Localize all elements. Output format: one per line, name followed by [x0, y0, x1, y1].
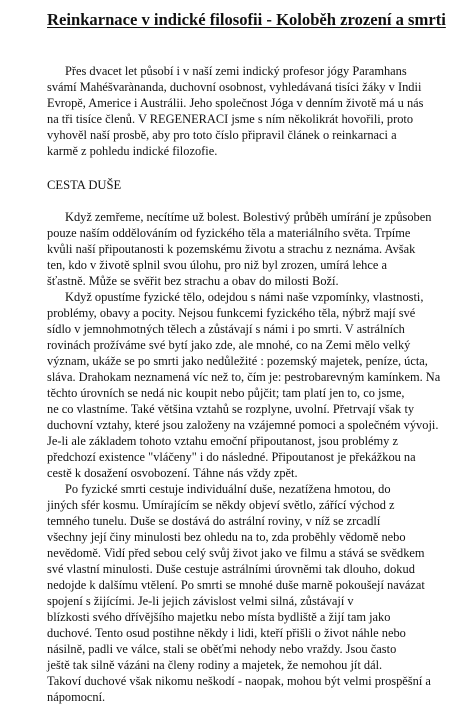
body-line: pouze naším oddělováním od fyzického těla a materiálního světa. Trpíme — [47, 226, 411, 240]
intro-line: na tři tisíce členů. V REGENERACI jsme s ním několikrát hovořili, proto — [47, 112, 414, 126]
body-line: ne co vlastníme. Také většina vztahů se rozplyne, uvolní. Přetrvají však ty — [47, 402, 415, 416]
intro-line: Přes dvacet let působí i v naší zemi indický profesor jógy Paramhans — [65, 64, 407, 78]
body-line: temného tunelu. Duše se dostává do astrální roviny, v níž se zrcadlí — [47, 514, 381, 528]
intro-line: Evropě, Americe i Austrálii. Jeho společnost Jóga v denním životě má u nás — [47, 96, 424, 110]
intro-line: vyhověl naší prosbě, aby pro toto číslo připravil článek o reinkarnaci a — [47, 128, 397, 142]
body-line: ten, kdo v životě splnil svou úlohu, pro niž byl zrozen, umírá lehce a — [47, 258, 387, 272]
body-line: duchovní vztahy, které jsou založeny na vzájemné pomoci a společném vývoji. — [47, 418, 439, 432]
body-line: těchto úrovních se nedá nic koupit nebo půjčit; tam platí jen to, co jsme, — [47, 386, 405, 400]
body-line: nevědomě. Vidí před sebou celý svůj život jako ve filmu a stává se svědkem — [47, 546, 425, 560]
body-line: předchozí existence "vláčeny" i do následné. Připoutanost je překážkou na — [47, 450, 416, 464]
body-line: duchové. Tento osud postihne někdy i lidi, kteří přišli o život náhle nebo — [47, 626, 406, 640]
body-line: problémy, obavy a pocity. Nejsou funkcemi fyzického těla, nýbrž mají své — [47, 306, 416, 320]
intro-line: karmě z pohledu indické filozofie. — [47, 144, 218, 158]
body-line: Je-li ale základem tohoto vztahu emoční připoutanost, jsou problémy z — [47, 434, 398, 448]
body-line: Když zemřeme, necítíme už bolest. Bolestivý průběh umírání je způsoben — [65, 210, 432, 224]
body-line: všechny její činy minulosti bez ohledu na to, zda proběhly vědomě nebo — [47, 530, 406, 544]
body-line: rovinách prožíváme své bytí jako zde, ale mnohé, co na Zemi mělo velký — [47, 338, 411, 352]
body-line: nápomocní. — [47, 690, 106, 704]
body-line: Když opustíme fyzické tělo, odejdou s námi naše vzpomínky, vlastnosti, — [65, 290, 424, 304]
body-line: jiných sfér kosmu. Umírajícím se někdy objeví světlo, zářící východ z — [47, 498, 395, 512]
body-line: nedojde k dalšímu vtělení. Po smrti se mnohé duše marně pokoušejí navázat — [47, 578, 425, 592]
body-line: význam, ukáže se po smrti jako nedůležité : pozemský majetek, peníze, úcta, — [47, 354, 428, 368]
body-line: Takoví duchové však nikomu neškodí - naopak, mohou být velmi prospěšní a — [47, 674, 431, 688]
body-line: blízkosti svého dřívějšího majetku nebo místa bydliště a žijí tam jako — [47, 610, 391, 624]
page-title: Reinkarnace v indické filosofii - Koloběh zrození a smrti — [47, 10, 446, 29]
body-line: sídlo v jemnohmotných tělech a zůstávají s námi i po smrti. V astrálních — [47, 322, 405, 336]
body-line: své vlastní minulosti. Duše cestuje astrálními úrovněmi tak dlouho, dokud — [47, 562, 415, 576]
body-line: šťastně. Může se svěřit bez strachu a obav do milosti Boží. — [47, 274, 339, 288]
body-line: Po fyzické smrti cestuje individuální duše, nezatížena hmotou, do — [65, 482, 391, 496]
section-heading: CESTA DUŠE — [47, 178, 122, 192]
body-line: kvůli naší připoutanosti k pozemskému životu a strachu z neznáma. Avšak — [47, 242, 416, 256]
body-line: cestě k dosažení osvobození. Táhne nás vždy zpět. — [47, 466, 298, 480]
body-line: sláva. Drahokam neznamená víc než to, čím je: pestrobarevným kamínkem. Na — [47, 370, 441, 384]
body-line: ještě tak silně vázáni na členy rodiny a majetek, že nemohou jít dál. — [47, 658, 383, 672]
intro-line: svámí Mahéšvarànanda, duchovní osobnost, vyhledávaná tisíci žáky v Indii — [47, 80, 422, 94]
body-line: násilně, padli ve válce, stali se oběťmi nehody nebo vraždy. Jsou často — [47, 642, 397, 656]
body-line: spojení s žijícími. Je-li jejich závislost velmi silná, zůstávají v — [47, 594, 354, 608]
